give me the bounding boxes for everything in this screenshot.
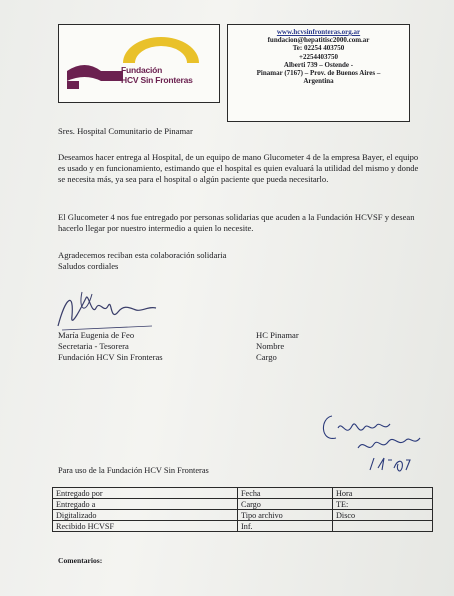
table-cell: Fecha [238, 488, 333, 499]
table-cell: Digitalizado [53, 510, 238, 521]
logo-name-line1: Fundación [121, 65, 163, 75]
table-row [53, 488, 433, 499]
table-cell: Recibido HCVSF [53, 521, 238, 532]
table-cell: Cargo [238, 499, 333, 510]
contact-country: Argentina [303, 77, 334, 86]
handwritten-received-note [318, 408, 438, 478]
registry-table [52, 487, 433, 532]
handwritten-signature [52, 286, 162, 334]
receiver-name: HC Pinamar [256, 330, 299, 340]
contact-tel2: +2254403750 [299, 52, 338, 61]
contact-address2: Pinamar (7167) – Prov. de Buenos Aires – [256, 69, 381, 78]
table-cell: Entregado a [53, 499, 238, 510]
comments-label: Comentarios: [58, 556, 103, 565]
signer-role: Secretaria - Tesorera [58, 341, 129, 351]
website-link[interactable]: www.hcvsinfronteras.org.ar [276, 28, 361, 36]
paragraph-2: El Glucometer 4 nos fue entregado por personas solidarias que acuden a la Fundación HCVSF y desean hacerlo llegar por nuestro intermedio a quien lo necesite. [58, 212, 415, 233]
signer-org: Fundación HCV Sin Fronteras [58, 352, 163, 362]
registry-title: Para uso de la Fundación HCV Sin Fronteras [58, 466, 209, 475]
paragraph-1: Deseamos hacer entrega al Hospital, de un equipo de mano Glucometer 4 de la empresa Bayer, el equipo es usado y en funcionamiento, estimando que el hospital es quien evaluará la utilidad del mismo y donde se necesita más, ya sea para el hospital o algún paciente que pueda necesitarlo. [58, 152, 419, 184]
table-cell: Hora [333, 488, 433, 499]
table-cell: Disco [333, 510, 433, 521]
recipient-line: Sres. Hospital Comunitario de Pinamar [58, 126, 193, 136]
contact-email: fundacion@hepatitisc2000.com.ar [267, 36, 370, 45]
signer-name: María Eugenia de Feo [58, 330, 135, 340]
logo-name [121, 65, 219, 85]
table-row [53, 510, 433, 521]
table-row [53, 499, 433, 510]
table-cell [333, 521, 433, 532]
table-cell: Tipo archivo [238, 510, 333, 521]
table-row [53, 521, 433, 532]
paragraph-3b: Saludos cordiales [58, 261, 119, 271]
receiver-role-label: Nombre [256, 341, 285, 351]
paragraph-3a: Agradecemos reciban esta colaboración solidaria [58, 250, 227, 260]
table-cell: TE: [333, 499, 433, 510]
contact-tel: Te: 02254 403750 [292, 44, 345, 53]
table-cell: Entregado por [53, 488, 238, 499]
contact-box [227, 24, 410, 122]
contact-address1: Alberti 739 – Ostende - [283, 60, 354, 69]
receiver-org-label: Cargo [256, 352, 277, 362]
logo-name-line2: HCV Sin Fronteras [121, 75, 193, 85]
table-cell: Inf. [238, 521, 333, 532]
fundacion-logo-arc [65, 29, 215, 99]
logo-box [58, 24, 220, 103]
